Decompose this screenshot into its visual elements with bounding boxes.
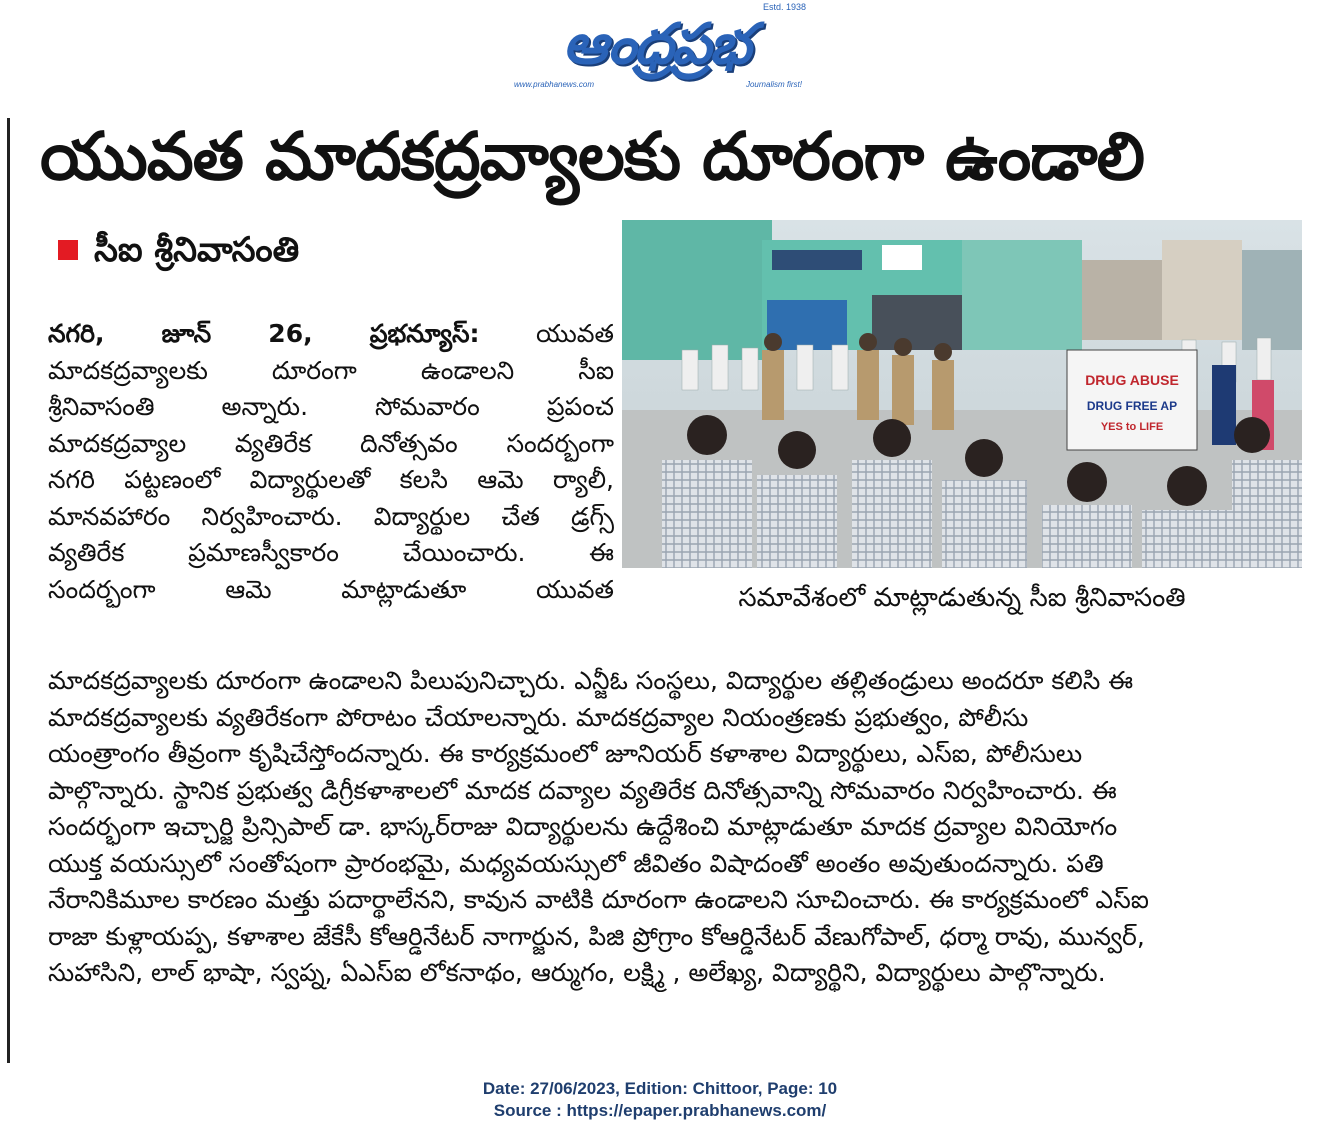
- body-line: మానవహారం నిర్వహించారు. విద్యార్థుల చేత డ్రగ్స్: [48, 501, 614, 531]
- body-line: నేరానికిమూల కారణం మత్తు పదార్థాలేనని, కావున వాటికి దూరంగా ఉండాలని సూచించారు. ఈ కార్యక్రమంలో ఎస్ఐ: [48, 885, 1149, 914]
- body-line: సందర్భంగా ఇచ్చార్జి ప్రిన్సిపాల్ డా. భాస్కర్‌రాజు విద్యార్థులను ఉద్దేశించి మాట్లాడుతూ మాదక ద్రవ్యాల వినియోగం: [48, 812, 1118, 841]
- article-body-narrow: [48, 316, 614, 608]
- body-line: సందర్భంగా ఆమె మాట్లాడుతూ యువత: [48, 574, 614, 604]
- article-photo: [622, 220, 1302, 568]
- logo-url: www.prabhanews.com: [514, 80, 595, 89]
- logo-established: Estd. 1938: [762, 2, 806, 12]
- left-column-rule: [7, 118, 10, 1063]
- photo-caption: సమావేశంలో మాట్లాడుతున్న సీఐ శ్రీనివాసంతి: [738, 583, 1186, 613]
- banner-line-3: YES to LIFE: [1100, 421, 1164, 433]
- body-line: మాదకద్రవ్యాల వ్యతిరేక దినోత్సవం సందర్భంగా: [48, 428, 614, 458]
- rally-photo-illustration: [622, 220, 1302, 568]
- body-line: మాదకద్రవ్యాలకు దూరంగా ఉండాలని పిలుపునిచ్చారు. ఎన్జీఓ సంస్థలు, విద్యార్థుల తల్లితండ్రులు అందరూ కలిసి ఈ: [48, 666, 1134, 695]
- article-headline: యువత మాదకద్రవ్యాలకు దూరంగా ఉండాలి: [40, 118, 1144, 195]
- body-line: వ్యతిరేక ప్రమాణస్వీకారం చేయించారు. ఈ: [48, 538, 614, 567]
- page-footer: [0, 1078, 1320, 1122]
- body-line: [48, 316, 614, 353]
- body-line: రాజా కుళ్లాయప్ప, కళాశాల జేకేసీ కోఆర్డినేటర్ నాగార్జున, పిజి ప్రోగ్రాం కోఆర్డినేటర్ వేణుగోపాల్, ధర్మా రావు, మున్వర్,: [48, 921, 1145, 951]
- body-line: యంత్రాంగం తీవ్రంగా కృషిచేస్తోందన్నారు. ఈ కార్యక్రమంలో జూనియర్ కళాశాల విద్యార్థులు, ఎస్ఐ, పోలీసులు: [48, 739, 1083, 768]
- banner-line-2: DRUG FREE AP: [1086, 399, 1178, 413]
- article-body-wide: [48, 663, 1298, 992]
- footer-source: Source : https://epaper.prabhanews.com/: [493, 1101, 827, 1120]
- body-line: నగరి పట్టణంలో విద్యార్థులతో కలసి ఆమె ర్యాలీ,: [48, 465, 614, 494]
- body-line: సుహాసిని, లాల్ భాషా, స్వప్న, ఏఎస్ఐ లోకనాథం, ఆర్ముగం, లక్ష్మి , అలేఖ్య, విద్యార్థిని, విద్యార్థులు పాల్గొన్నారు.: [48, 958, 1106, 987]
- body-line: పాల్గొన్నారు. స్థానిక ప్రభుత్వ డిగ్రీకళాశాలలో మాదక దవ్యాల వ్యతిరేక దినోత్సవాన్ని సోమవారం నిర్వహించారు. ఈ: [48, 775, 1117, 805]
- body-line-text: యువత: [479, 319, 614, 348]
- logo-tagline: Journalism first!: [745, 80, 802, 89]
- dateline: నగరి, జూన్ 26, ప్రభన్యూస్:: [48, 319, 480, 348]
- logo-wordmark: ఆంధ్రప్రభ: [562, 12, 750, 77]
- byline-marker: [58, 240, 78, 260]
- masthead-logo: [506, 2, 814, 94]
- body-line: శ్రీనివాసంతి అన్నారు. సోమవారం ప్రపంచ: [48, 392, 614, 421]
- footer-date-edition: Date: 27/06/2023, Edition: Chittoor, Page: 10: [482, 1079, 838, 1098]
- article-byline: సీఐ శ్రీనివాసంతి: [94, 230, 300, 270]
- body-line: యుక్త వయస్సులో సంతోషంగా ప్రారంభమై, మధ్యవయస్సులో జీవితం విషాదంతో అంతం అవుతుందన్నారు. పతి: [48, 848, 1104, 878]
- body-line: మాదకద్రవ్యాలకు వ్యతిరేకంగా పోరాటం చేయాలన్నారు. మాదకద్రవ్యాల నియంత్రణకు ప్రభుత్వం, పోలీసు: [48, 702, 1029, 732]
- banner-line-1: DRUG ABUSE: [1085, 372, 1179, 388]
- body-line: మాదకద్రవ్యాలకు దూరంగా ఉండాలని సీఐ: [48, 355, 614, 385]
